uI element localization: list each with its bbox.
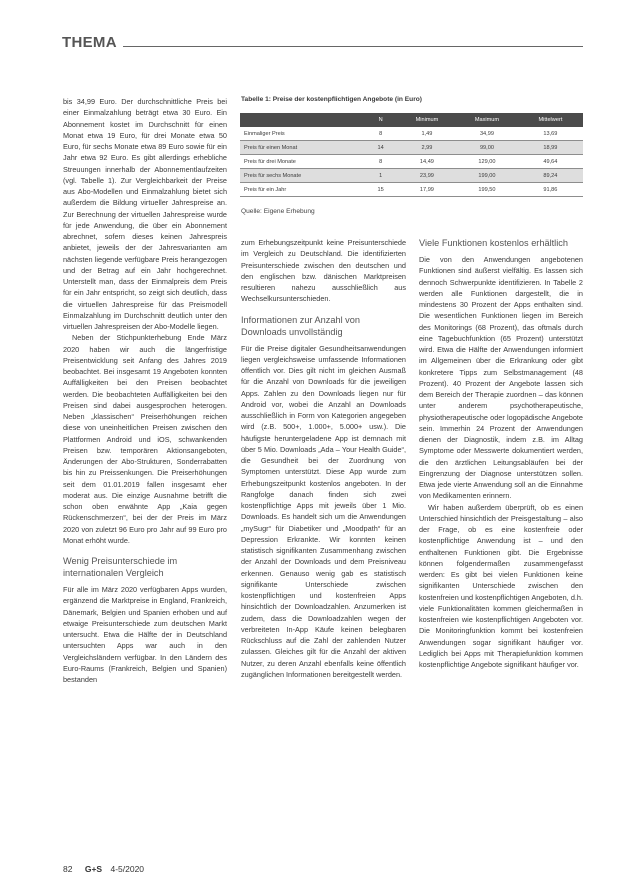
table-source: Quelle: Eigene Erhebung [241, 208, 315, 215]
table-row [240, 141, 583, 155]
table-cell: 199,50 [456, 183, 518, 197]
column-middle [241, 237, 406, 680]
header-rule [123, 46, 583, 47]
section-title: THEMA [62, 34, 117, 51]
table-caption: Tabelle 1: Preise der kostenpflichtigen Angebote (in Euro) [241, 96, 422, 103]
table-row [240, 155, 583, 169]
page-number: 82 [63, 864, 73, 874]
table-cell: 1 [363, 169, 397, 183]
table-cell: 23,99 [398, 169, 456, 183]
subheading: Informationen zur Anzahl von Downloads unvollständig [241, 314, 360, 337]
table-cell: 1,49 [398, 127, 456, 141]
table-cell: 17,99 [398, 183, 456, 197]
table-cell: 89,24 [518, 169, 583, 183]
table-cell: 49,64 [518, 155, 583, 169]
table-cell: 14,49 [398, 155, 456, 169]
table-header-row [240, 113, 583, 127]
column-right [419, 237, 583, 670]
table-cell: Preis für ein Jahr [240, 183, 363, 197]
paragraph: bis 34,99 Euro. Der durchschnittliche Preis bei einer Einmalzahlung beträgt etwa 30 Euro. Ein Abonnement kostet im Durchschnitt für einen Monat etwa 19 Euro, für drei Monate etwa 50 Euro, für sechs Monate etwa 89 Euro sowie für ein Jahr etwa 92 Euro. Es gibt allerdings erhebliche Streuungen innerhalb der Abonnementlaufzeiten (vgl. Tabelle 1). Zur Vergleichbarkeit der Preise aus Abo-Modellen und Einmalzahlung bietet sich außerdem die Bildung virtueller Jahrespreise an. Zur Berechnung der virtuellen Jahrespreise wurde für jede Anwendung, die über ein Abonnement abrechnet, sofern dieses keinen Jahrespreis anbietet, jeweils der der Jahresvarianten am nächsten liegende verfügbare Preis herangezogen und der Betrag auf ein Jahr hochgerechnet. Unterstellt man, dass der Einmalpreis dem Preis für ein Jahr entspricht, so zeigt sich deutlich, dass die virtuellen Jahrespreise für das Preismodell Einmalzahlung im Durchschnitt deutlich unter den virtuellen Jahrespreisen der Abo-Modelle liegen. [63, 97, 227, 331]
paragraph: Für die Preise digitaler Gesundheitsanwendungen liegen vergleichsweise umfassende Informationen öffentlich vor. Dies gilt nicht im gleichen Ausmaß für die Anzahl von Downloads für die jeweiligen Apps. Zahlen zu den Downloads liegen nur für Android vor, wobei die Anzahl an Downloads ausschließlich in Form von Kategorien angegeben wird (z.B. 500+, 1.000+, 5.000+ usw.). Die häufigste heruntergeladene App ist demnach mit über 5 Mio. Downloads „Ada – Your Health Guide“, die Gesundheit bei der Zuordnung von Symptomen unterstützt. Diese App wurde zum Erhebungszeitpunkt kostenlos angeboten. In der Rangfolge danach finden sich zwei kostenpflichtige Apps mit jeweils über 1 Mio. Downloads. Es handelt sich um die Anwendungen „mySugr“ für Diabetiker und „Moodpath“ für an Depression Erkrankte. Wir konnten keinen statistisch signifikanten Zusammenhang zwischen der Anzahl der Downloads und dem Preisniveau erkennen. Genauso wenig gab es statistisch signifikante Unterschiede zwischen kostenpflichtigen und kostenfreien Apps hinsichtlich der Downloadzahlen. Anzumerken ist zudem, dass die Downloadzahlen wegen der verbreiteten In-App Käufe keinen belegbaren Rückschluss auf die Zahl der zahlenden Nutzer zulassen. Gleiches gilt für die Anzahl der aktiven Nutzer, zu deren Anzahl ebenfalls keine öffentlich zugänglichen Informationen bereitgestellt werden. [241, 343, 406, 679]
column-header: N [363, 113, 397, 127]
paragraph: Für alle im März 2020 verfügbaren Apps wurden, ergänzend die Marktpreise in England, Frankreich, Dänemark, Belgien und Spanien erhoben und auf etwaige Preisunterschiede zum deutschen Markt untersucht. Etwa die Hälfte der in Deutschland untersuchten Apps war auch in den Vergleichsländern verfügbar. In den Ländern des Euro-Raums (Frankreich, Belgien und Spanien) bestanden [63, 585, 227, 684]
column-header: Maximum [456, 113, 518, 127]
subheading: Viele Funktionen kostenlos erhältlich [419, 238, 568, 248]
issue-number: 4-5/2020 [110, 864, 145, 874]
paragraph: Wir haben außerdem überprüft, ob es einen Unterschied hinsichtlich der Preisgestaltung – also der Frage, ob es eine kostenfreie oder kostenpflichtige Anwendung ist – und den enthaltenen Funktionen gibt. Die Ergebnisse können folgendermaßen zusammengefasst werden: Es gibt bei vielen Funktionen keine signifikanten Unterschiede zwischen den kostenfreien und kostenpflichtigen Angeboten, d.h. viele Funktionalitäten kommen gleichermaßen in kostenfreien wie kostenpflichtigen Angeboten vor. Die Monitoringfunktion kommt bei kostenfreien Anwendungen sogar signifikant häufiger vor. Lediglich bei Apps mit Therapiefunktion kommen kostenpflichtige Angebote signifikant häufiger vor. [419, 502, 583, 669]
table-cell: 13,69 [518, 127, 583, 141]
table-cell: 34,99 [456, 127, 518, 141]
table-cell: 14 [363, 141, 397, 155]
table-cell: 8 [363, 155, 397, 169]
table-cell: 99,00 [456, 141, 518, 155]
table-cell: 129,00 [456, 155, 518, 169]
table-cell: Preis für drei Monate [240, 155, 363, 169]
subheading: Wenig Preisunterschiede im internationalen Vergleich [63, 556, 178, 578]
table-cell: 91,86 [518, 183, 583, 197]
table-row [240, 183, 583, 197]
column-header: Minimum [398, 113, 456, 127]
table-cell: 2,99 [398, 141, 456, 155]
table-cell: 15 [363, 183, 397, 197]
table-cell: 8 [363, 127, 397, 141]
table-cell: 18,99 [518, 141, 583, 155]
table-cell: 199,00 [456, 169, 518, 183]
paragraph: Neben der Stichpunkterhebung Ende März 2020 haben wir auch die längerfristige Preisentwicklung seit Anfang des Jahres 2019 beobachtet. Bei insgesamt 19 Angeboten konnten Auffälligkeiten bei den Preisen beobachtet werden. Die beobachteten Auffälligkeiten bei den Preisen sind dabei ausgesprochen heterogen. Neben „klassischen“ Preiserhöhungen reichen diese von uneinheitlichen Preisen zwischen den Plattformen Android und iOS, schwankenden Preisen bzw. temporären Aktionsangeboten, Änderungen der Abo-Strukturen, Sonderrabatten bis hin zu Preissenkungen. Die Preiserhöhungen seit dem 01.01.2019 fallen insgesamt eher moderat aus. Die einzige Ausnahme betrifft die schon oben erwähnte App „Kaia gegen Rückenschmerzen“, bei der der Preis im März 2020 von zuletzt 96 Euro pro Jahr auf 99 Euro pro Monat erhöht wurde. [63, 333, 227, 545]
table-row [240, 127, 583, 141]
column-header [240, 113, 363, 127]
paragraph: zum Erhebungszeitpunkt keine Preisunterschiede im Vergleich zu Deutschland. Die identifizierten Preisunterschiede zwischen den deutschen und den englischen bzw. dänischen Marktpreisen resultieren nahezu ausschließlich aus Wechselkursunterschieden. [241, 238, 406, 304]
column-left [63, 96, 227, 685]
table-cell: Preis für sechs Monate [240, 169, 363, 183]
price-table [240, 113, 583, 197]
table-row [240, 169, 583, 183]
paragraph: Die von den Anwendungen angebotenen Funktionen sind äußerst vielfältig. Es lassen sich dennoch Schwerpunkte identifizieren. In Tabelle 2 werden alle Funktionen dargestellt, die in mindestens 30 Prozent der Apps enthalten sind. Die wesentlichen Funktionen liegen im Bereich des Monitorings (68 Prozent), das oftmals durch eine Tagebuchfunktion (65 Prozent) unterstützt wird. Etwa die Hälfte der Anwendungen informiert im Allgemeinen über die Erkrankung oder gibt konkretere Tipps zum Selbstmanagement (48 Prozent). 40 Prozent der Angebote lassen sich dem Bereich der Therapie zuordnen – das können unter anderem psychotherapeutische, physiotherapeutische oder logopädische Angebote sein. Immerhin 24 Prozent der Anwendungen dienen der Diagnostik, indem z.B. im Alltag Symptome oder Messwerte dokumentiert werden, die den ärztlichen Leitungsabläufen bei der Eingrenzung der Diagnose unterstützen sollen. Etwa jede vierte Anwendung soll an die Einnahme von Medikamenten erinnern. [419, 255, 583, 501]
journal-logo: G+S [84, 864, 103, 874]
table-cell: Preis für einen Monat [240, 141, 363, 155]
column-header: Mittelwert [518, 113, 583, 127]
table-cell: Einmaliger Preis [240, 127, 363, 141]
page-footer [63, 864, 144, 874]
